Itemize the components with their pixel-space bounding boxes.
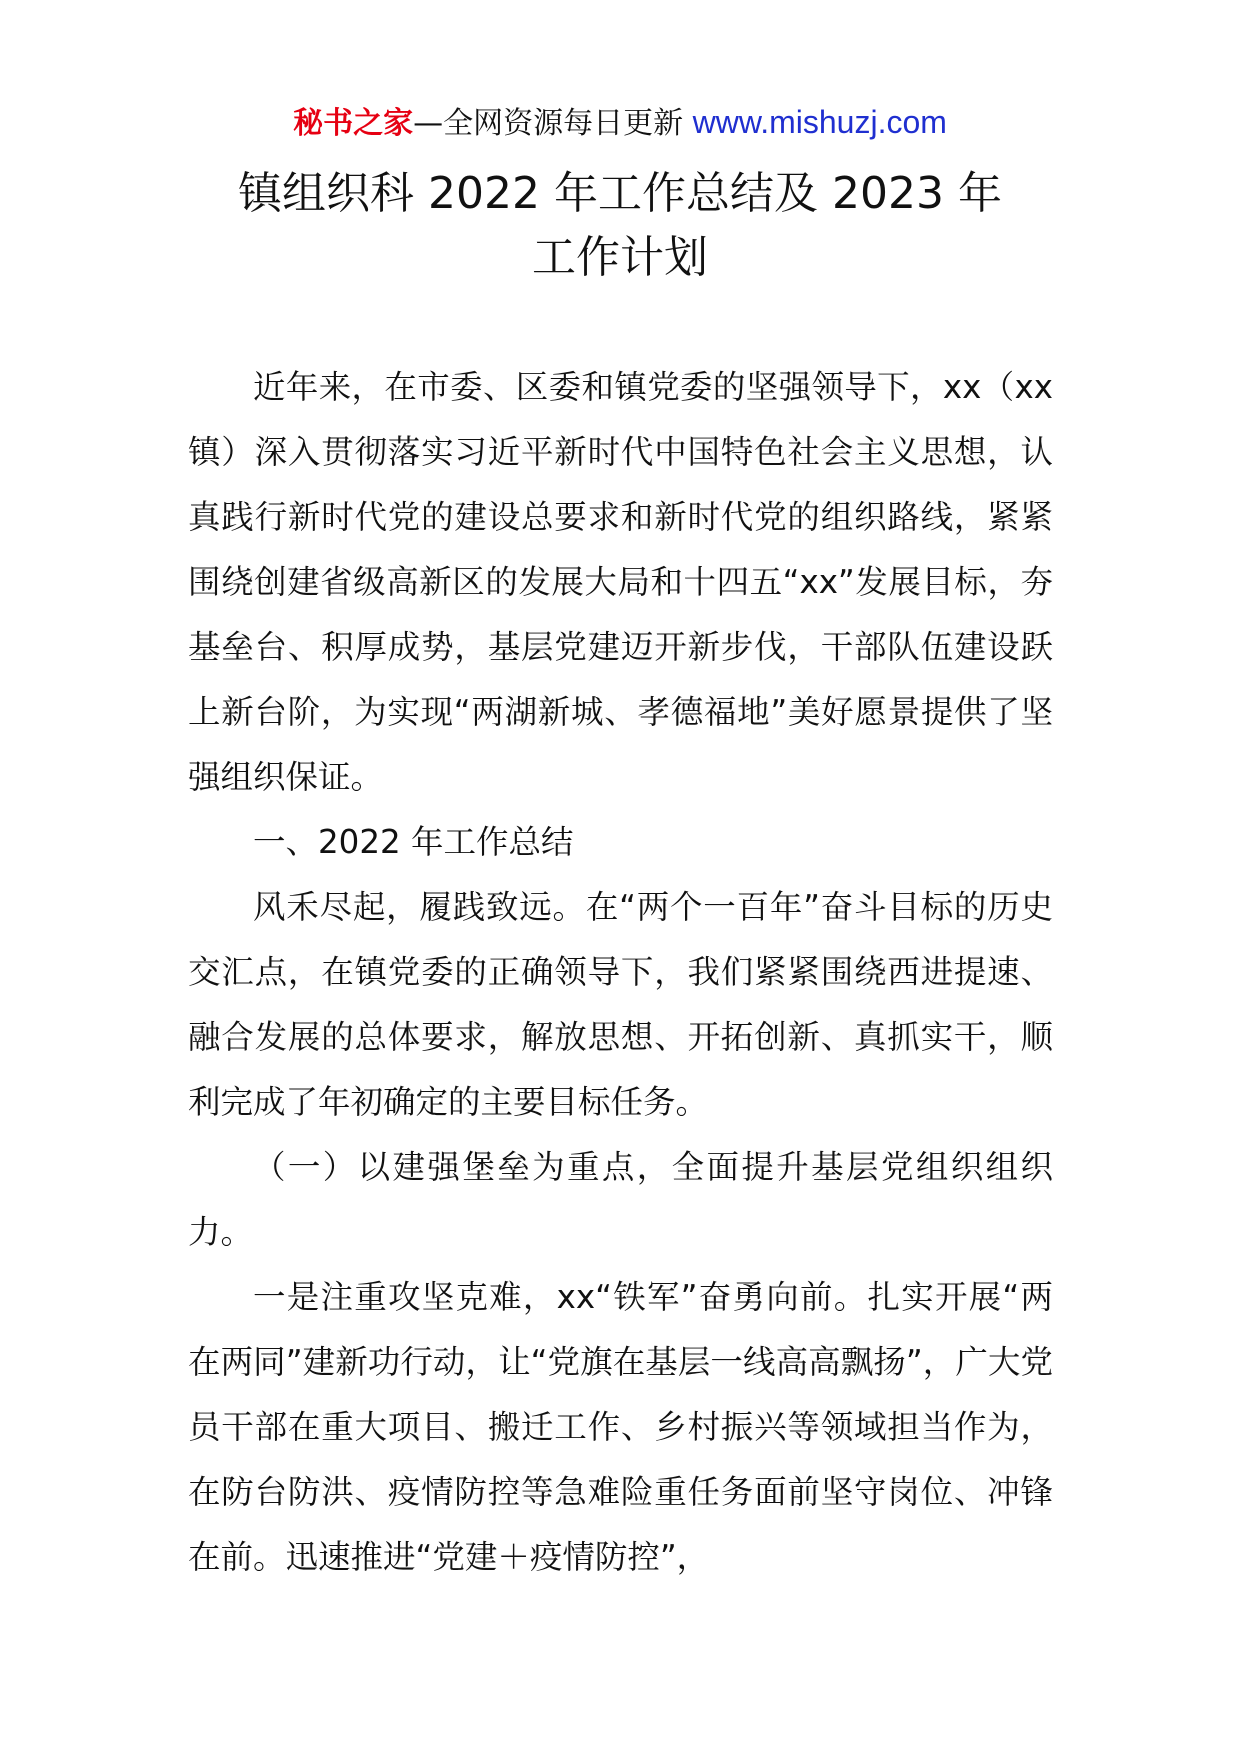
document-body (188, 355, 1053, 1590)
section-heading-2022-summary: 一、2022 年工作总结 (253, 823, 574, 861)
title-line-1: 镇组织科 2022 年工作总结及 2023 年 (238, 168, 1002, 219)
brand-name: 秘书之家 (293, 106, 414, 141)
header-tagline: —全网资源每日更新 (413, 106, 684, 141)
title-line-2: 工作计划 (532, 232, 708, 283)
document-title (120, 162, 1120, 290)
site-url-link[interactable]: www.mishuzj.com (692, 104, 947, 140)
intro-paragraph: 近年来，在市委、区委和镇党委的坚强领导下，xx（xx 镇）深入贯彻落实习近平新时代中国特色社会主义思想，认真践行新时代党的建设总要求和新时代党的组织路线，紧紧围绕创建省级高新区的发展大局和十四五“xx”发展目标，夯基垒台、积厚成势，基层党建迈开新步伐，干部队伍建设跃上新台阶，为实现“两湖新城、孝德福地”美好愿景提供了坚强组织保证。 (188, 368, 1053, 796)
summary-paragraph: 风禾尽起，履践致远。在“两个一百年”奋斗目标的历史交汇点，在镇党委的正确领导下，我们紧紧围绕西进提速、融合发展的总体要求，解放思想、开拓创新、真抓实干，顺利完成了年初确定的主要目标任务。 (188, 888, 1053, 1121)
subsection-heading-1: （一）以建强堡垒为重点，全面提升基层党组织组织力。 (188, 1148, 1053, 1251)
site-header (0, 102, 1240, 144)
point-one-paragraph: 一是注重攻坚克难，xx“铁军”奋勇向前。扎实开展“两在两同”建新功行动，让“党旗在基层一线高高飘扬”，广大党员干部在重大项目、搬迁工作、乡村振兴等领域担当作为，在防台防洪、疫情防控等急难险重任务面前坚守岗位、冲锋在前。迅速推进“党建＋疫情防控”， (188, 1278, 1053, 1576)
